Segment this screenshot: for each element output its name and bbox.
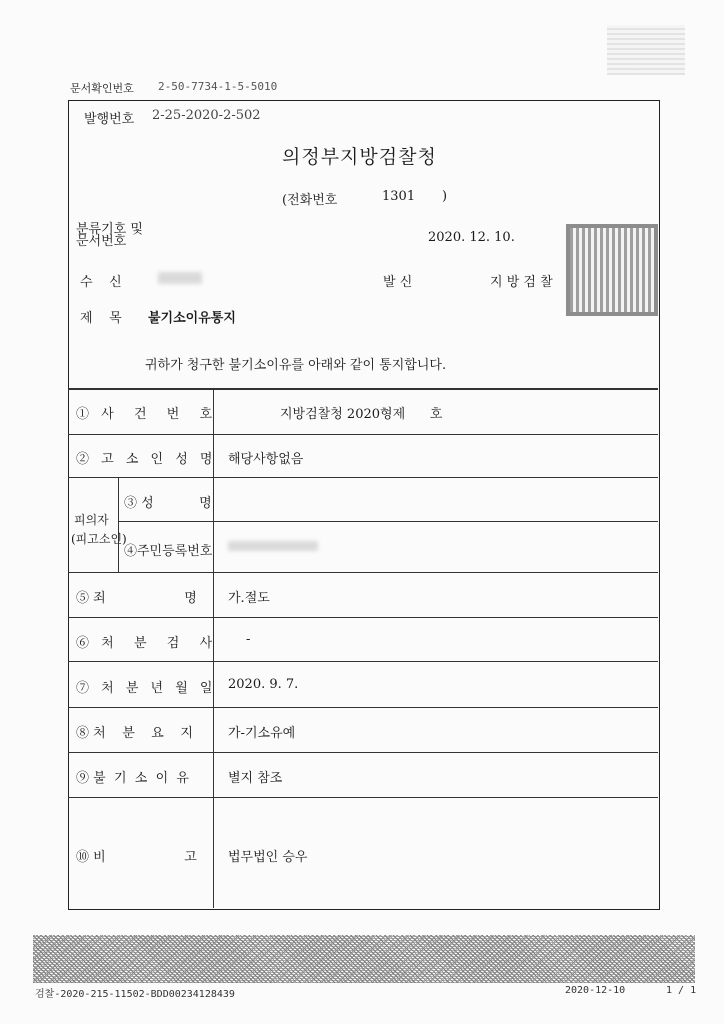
recipient-redacted	[158, 272, 202, 284]
doc-confirm-label: 문서확인번호	[70, 82, 134, 95]
row-divider	[68, 617, 658, 618]
intro-text: 귀하가 청구한 불기소이유를 아래와 같이 통지합니다.	[145, 358, 447, 373]
disposition-date-label: ⑦ 처 분 년 월 일	[76, 681, 217, 696]
issue-value: 2-25-2020-2-502	[152, 108, 261, 123]
remarks-value: 법무법인 승우	[228, 850, 308, 865]
row-divider	[118, 521, 658, 522]
row-divider	[68, 707, 658, 708]
suspect-id-redacted	[228, 541, 318, 551]
recipient-label: 수 신	[80, 275, 122, 290]
office-name: 의정부지방검찰청	[282, 146, 437, 168]
classification-label-2: 문서번호	[76, 234, 127, 249]
kics-watermark	[607, 25, 685, 75]
complainant-value: 해당사항없음	[228, 452, 304, 467]
official-seal-stamp	[566, 224, 658, 316]
row-divider	[68, 477, 658, 478]
disposition-gist-value: 가-기소유예	[228, 726, 296, 741]
disposition-date-value: 2020. 9. 7.	[228, 677, 299, 692]
suspect-group-label-1: 피의자	[74, 513, 109, 527]
document-date: 2020. 12. 10.	[428, 230, 515, 245]
subject-value: 불기소이유통지	[148, 311, 236, 326]
complainant-label: ② 고 소 인 성 명	[76, 452, 217, 467]
classification-label-1: 분류기호 및	[76, 222, 143, 237]
sender-label: 발 신	[383, 275, 413, 290]
page-indicator: 1 / 1	[666, 985, 697, 996]
crime-value: 가.절도	[228, 591, 270, 606]
suspect-group-label-2: (피고소인)	[71, 532, 127, 546]
row-divider	[68, 661, 658, 662]
row-divider	[68, 752, 658, 753]
phone-value: 1301	[382, 189, 416, 204]
footer-date: 2020-12-10	[565, 985, 626, 996]
remarks-label: ⑩ 비 고	[76, 850, 197, 865]
case-no-label: ① 사 건 번 호	[76, 407, 217, 422]
reason-label: ⑨ 불 기 소 이 유	[76, 771, 189, 786]
security-barcode	[33, 935, 695, 983]
row-divider	[68, 434, 658, 435]
row-divider	[68, 572, 658, 573]
row-divider	[68, 797, 658, 798]
subject-label: 제 목	[80, 311, 122, 326]
issue-label: 발행번호	[84, 112, 135, 127]
case-no-value: 지방검찰청 2020형제 호	[280, 407, 443, 422]
prosecutor-label: ⑥ 처 분 검 사	[76, 636, 217, 651]
phone-close: )	[442, 189, 448, 204]
barcode-text: 검찰-2020-215-11502-BDD00234128439	[35, 989, 235, 1000]
crime-label: ⑤ 죄 명	[76, 591, 197, 606]
phone-label: (전화번호	[282, 193, 338, 208]
sender-value: 지 방 검 찰	[490, 275, 553, 290]
table-top-border	[68, 388, 658, 390]
reason-value: 별지 참조	[228, 771, 283, 786]
prosecutor-value: -	[246, 632, 251, 647]
suspect-name-label: ③ 성 명	[124, 496, 212, 511]
disposition-gist-label: ⑧ 처 분 요 지	[76, 726, 193, 741]
suspect-id-label: ④주민등록번호	[124, 544, 213, 559]
suspect-group-divider	[118, 477, 119, 572]
doc-confirm-value: 2-50-7734-1-5-5010	[158, 80, 278, 93]
